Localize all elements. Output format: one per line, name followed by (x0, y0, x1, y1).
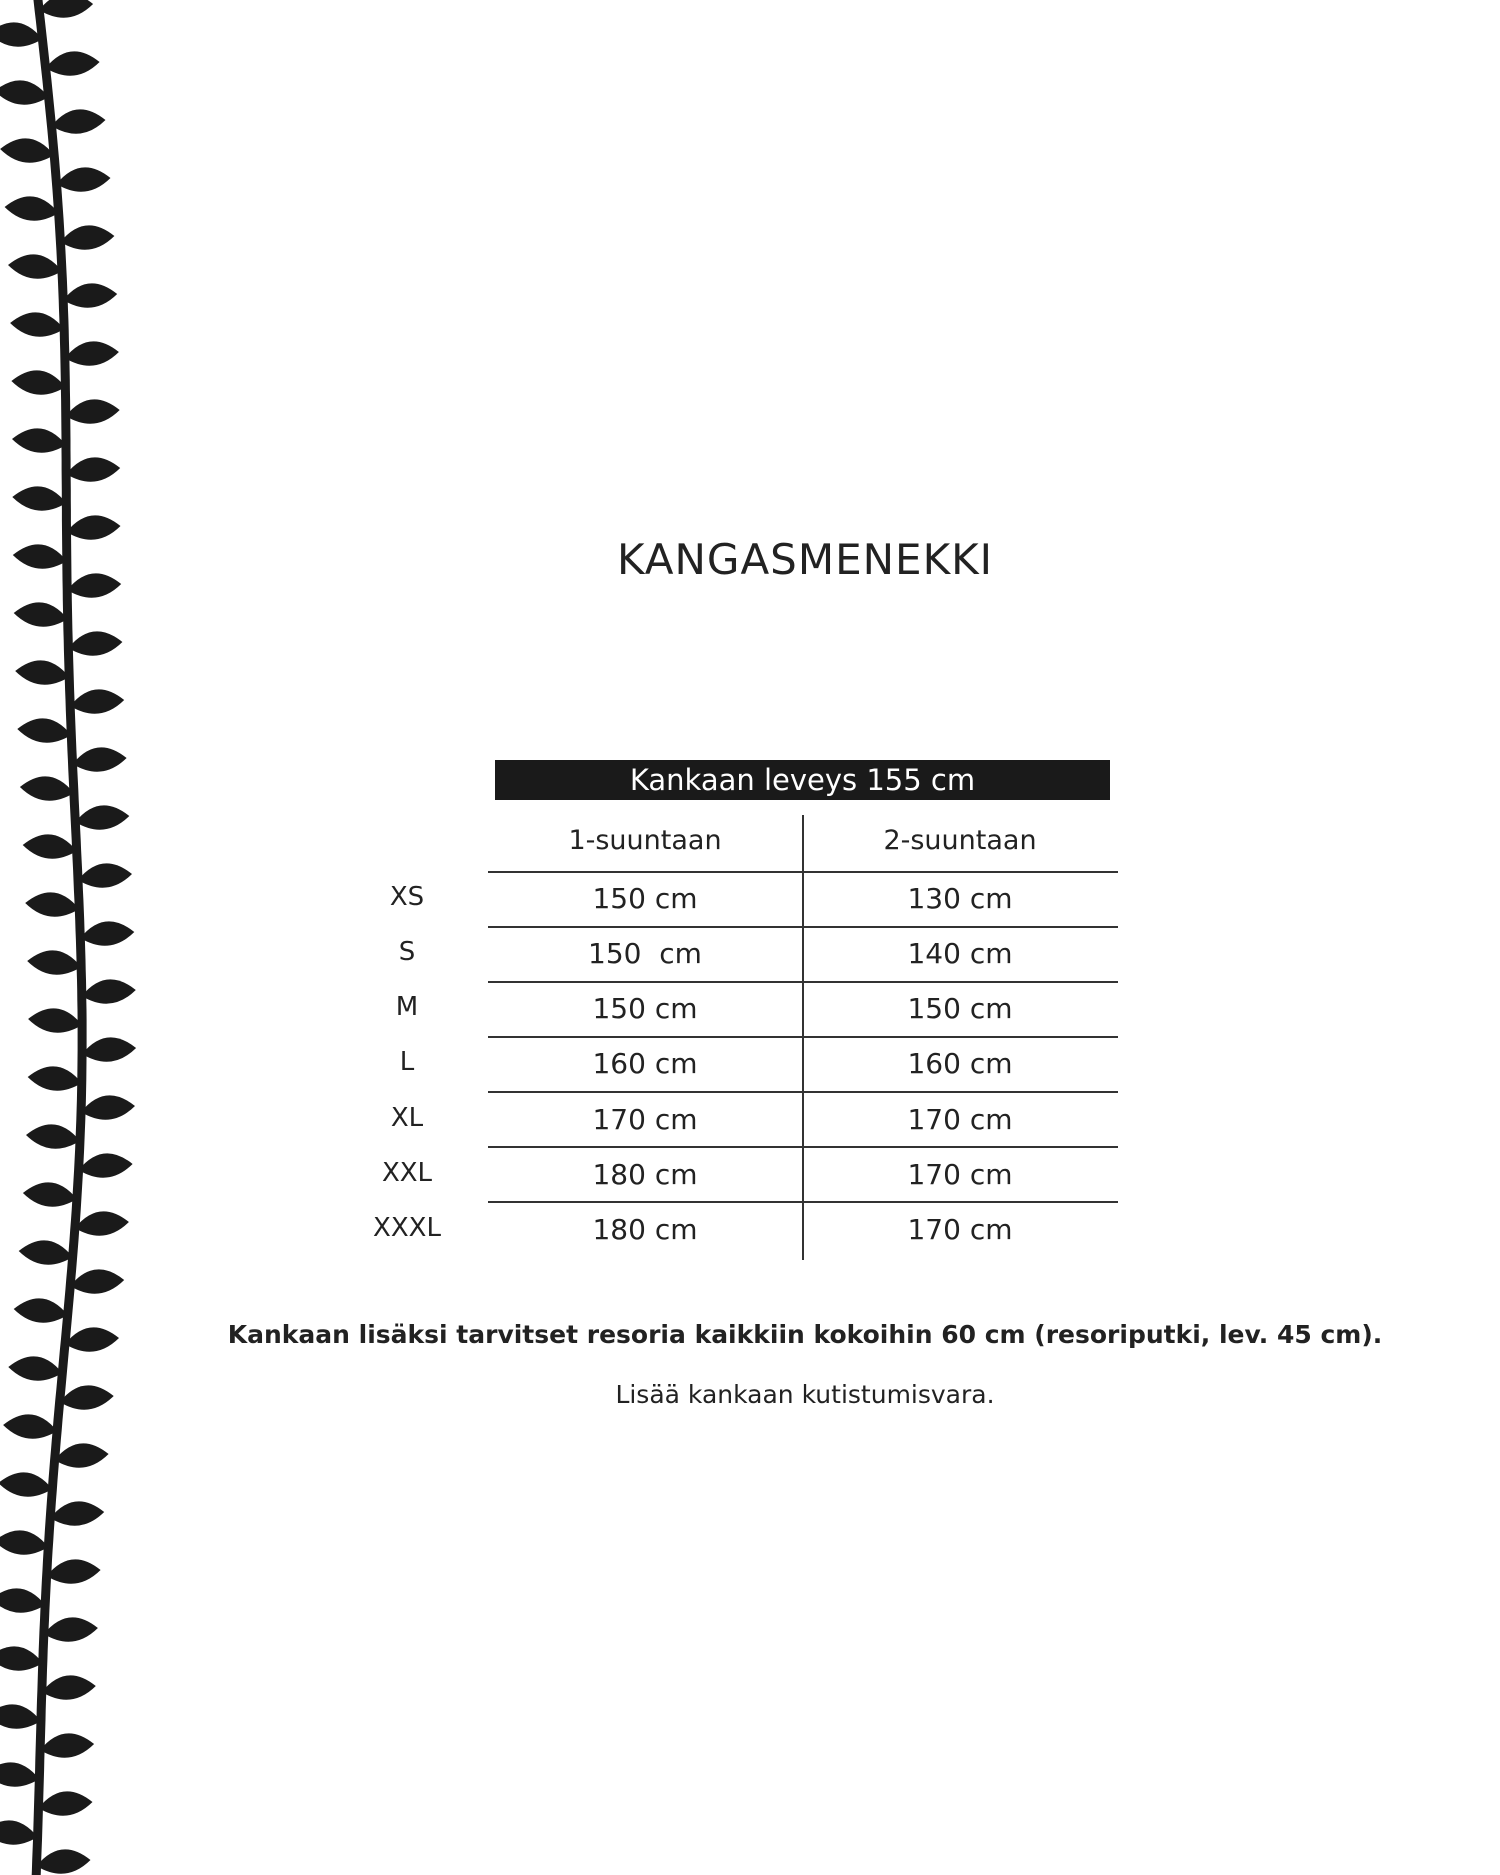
leaf-icon (27, 950, 81, 974)
leaf-icon (57, 167, 111, 191)
leaf-icon (5, 196, 59, 220)
size-label: S (398, 937, 416, 967)
leaf-icon (50, 1501, 104, 1525)
leaf-icon (55, 1443, 109, 1467)
leaf-icon (20, 776, 74, 800)
leaf-icon (0, 1646, 43, 1670)
column-header-two-way: 2-suuntaan (883, 825, 1037, 856)
leaf-icon (0, 1704, 41, 1728)
leaf-icon (10, 312, 64, 336)
leaf-icon (25, 892, 79, 916)
leaf-icon (52, 109, 106, 133)
two-way-value: 160 cm (907, 1047, 1013, 1080)
leaf-icon (70, 689, 124, 713)
row-divider (488, 871, 1118, 873)
leaf-icon (17, 718, 71, 742)
two-way-value: 170 cm (907, 1103, 1013, 1136)
leaf-icon (0, 138, 54, 162)
leaf-icon (11, 370, 65, 394)
row-divider (488, 1036, 1118, 1038)
leaf-icon (15, 660, 69, 684)
row-divider (488, 926, 1118, 928)
one-way-value: 170 cm (592, 1103, 698, 1136)
one-way-value: 150 cm (592, 992, 698, 1025)
page-title: KANGASMENEKKI (616, 535, 994, 584)
fabric-width-header: Kankaan leveys 155 cm (495, 760, 1110, 800)
leaf-vine-decoration (0, 0, 170, 1875)
leaf-icon (70, 1269, 124, 1293)
leaf-icon (0, 1472, 52, 1496)
leaf-icon (39, 0, 93, 18)
size-label: XXL (381, 1158, 433, 1188)
leaf-icon (3, 1414, 57, 1438)
one-way-value: 150 cm (592, 882, 698, 915)
leaf-icon (47, 1559, 101, 1583)
vine-stem (36, 0, 82, 1875)
leaf-icon (68, 631, 122, 655)
leaf-icon (0, 1820, 38, 1844)
two-way-value: 170 cm (907, 1158, 1013, 1191)
vine-leaves (0, 0, 136, 1874)
row-divider (488, 981, 1118, 983)
leaf-icon (78, 863, 132, 887)
shrinkage-note: Lisää kankaan kutistumisvara. (615, 1380, 995, 1409)
leaf-icon (75, 1211, 129, 1235)
leaf-icon (60, 225, 114, 249)
two-way-value: 170 cm (907, 1213, 1013, 1246)
one-way-value: 180 cm (592, 1158, 698, 1191)
leaf-icon (14, 602, 68, 626)
leaf-icon (66, 457, 120, 481)
leaf-icon (26, 1124, 80, 1148)
leaf-icon (0, 22, 42, 46)
size-label: M (395, 992, 419, 1022)
size-label: XS (389, 882, 425, 912)
leaf-icon (0, 1588, 45, 1612)
size-label: XL (390, 1103, 424, 1133)
leaf-icon (42, 1675, 96, 1699)
two-way-value: 140 cm (907, 937, 1013, 970)
leaf-icon (39, 1791, 93, 1815)
leaf-icon (80, 921, 134, 945)
leaf-icon (79, 1153, 133, 1177)
leaf-icon (0, 1530, 48, 1554)
leaf-icon (82, 979, 136, 1003)
leaf-icon (8, 1356, 62, 1380)
leaf-icon (12, 428, 66, 452)
column-header-one-way: 1-suuntaan (568, 825, 722, 856)
one-way-value: 160 cm (592, 1047, 698, 1080)
leaf-icon (37, 1849, 91, 1873)
leaf-icon (63, 283, 117, 307)
leaf-icon (0, 1762, 39, 1786)
size-label: L (399, 1047, 415, 1077)
leaf-icon (65, 341, 119, 365)
row-divider (488, 1146, 1118, 1148)
row-divider (488, 1091, 1118, 1093)
leaf-icon (0, 80, 49, 104)
leaf-icon (81, 1095, 135, 1119)
one-way-value: 150 cm (588, 937, 702, 970)
rib-fabric-note: Kankaan lisäksi tarvitset resoria kaikkiin kokoihin 60 cm (resoriputki, lev. 45 cm). (227, 1320, 1383, 1349)
one-way-value: 180 cm (592, 1213, 698, 1246)
leaf-icon (82, 1037, 136, 1061)
leaf-icon (23, 1182, 77, 1206)
leaf-icon (44, 1617, 98, 1641)
two-way-value: 130 cm (907, 882, 1013, 915)
row-divider (488, 1201, 1118, 1203)
leaf-icon (19, 1240, 73, 1264)
leaf-icon (75, 805, 129, 829)
leaf-icon (28, 1066, 82, 1090)
leaf-icon (23, 834, 77, 858)
leaf-icon (40, 1733, 94, 1757)
two-way-value: 150 cm (907, 992, 1013, 1025)
leaf-icon (28, 1008, 82, 1032)
leaf-icon (12, 486, 66, 510)
leaf-icon (8, 254, 62, 278)
leaf-icon (73, 747, 127, 771)
leaf-icon (66, 399, 120, 423)
size-label: XXXL (373, 1213, 441, 1243)
leaf-icon (46, 51, 100, 75)
